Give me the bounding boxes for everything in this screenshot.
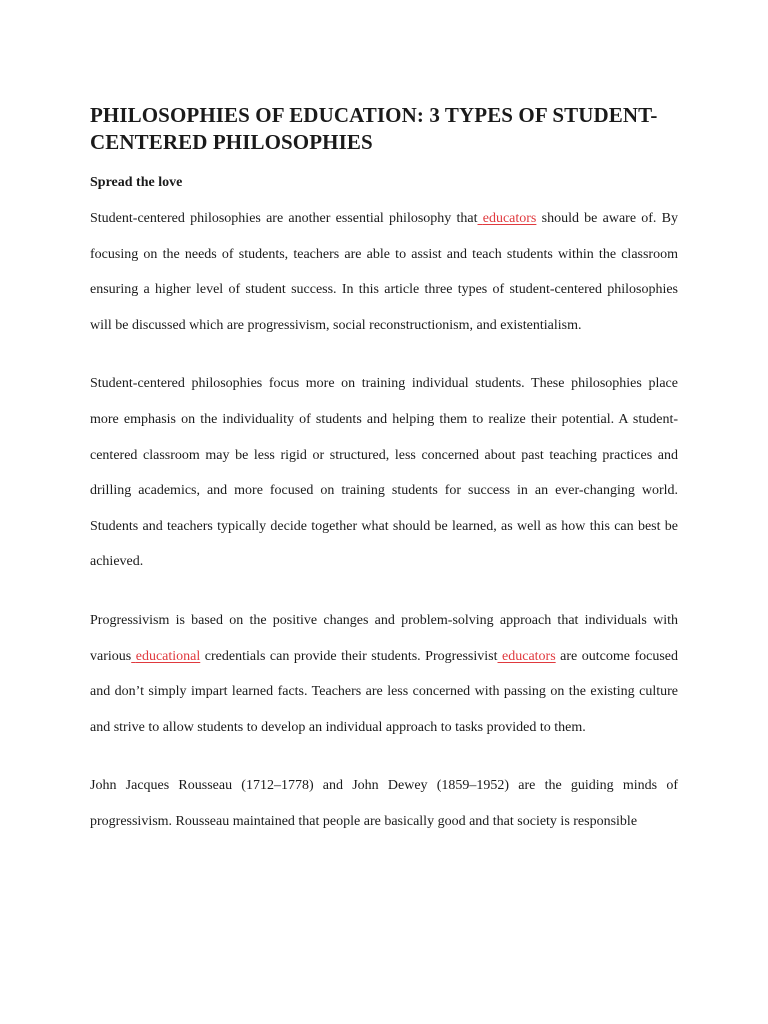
paragraph-progressivism-text-a: Progressivism is based on the positive changes and problem-solving approach that individuals with various (90, 612, 678, 664)
paragraph-progressivism-text-b: credentials can provide their students. Progressivist (200, 648, 498, 664)
subheading: Spread the love (90, 175, 183, 190)
paragraph-progressivism (90, 603, 678, 745)
link-educators[interactable]: educators (482, 211, 537, 226)
paragraph-intro (90, 201, 678, 343)
page-title: PHILOSOPHIES OF EDUCATION: 3 TYPES OF STUDENT-CENTERED PHILOSOPHIES (90, 103, 658, 154)
paragraph-rousseau-dewey: John Jacques Rousseau (1712–1778) and John Dewey (1859–1952) are the guiding minds of progressivism. Rousseau maintained that people are basically good and that society is responsible (90, 778, 678, 829)
link-educators-2[interactable]: educators (502, 648, 556, 664)
link-educational[interactable]: educational (135, 648, 201, 664)
paragraph-student-centered: Student-centered philosophies focus more on training individual students. These philosophies place more emphasis on the individuality of students and helping them to realize their potential. A student-centered classroom may be less rigid or structured, less concerned about past teaching practices and drilling academics, and more focused on training students for success in an ever-changing world. Students and teachers typically decide together what should be learned, as well as how this can best be achieved. (90, 376, 678, 570)
paragraph-intro-text-b: should be aware of. By focusing on the needs of students, teachers are able to assist and teach students within the classroom ensuring a higher level of student success. In this article three types of student-centered philosophies will be discussed which are progressivism, social reconstructionism, and existentialism. (90, 211, 679, 333)
paragraph-progressivism-text-c: are outcome focused and don’t simply impart learned facts. Teachers are less concerned with passing on the existing culture and strive to allow students to develop an individual approach to tasks provided to them. (90, 648, 679, 735)
paragraph-intro-text-a: Student-centered philosophies are another essential philosophy that (90, 211, 478, 226)
